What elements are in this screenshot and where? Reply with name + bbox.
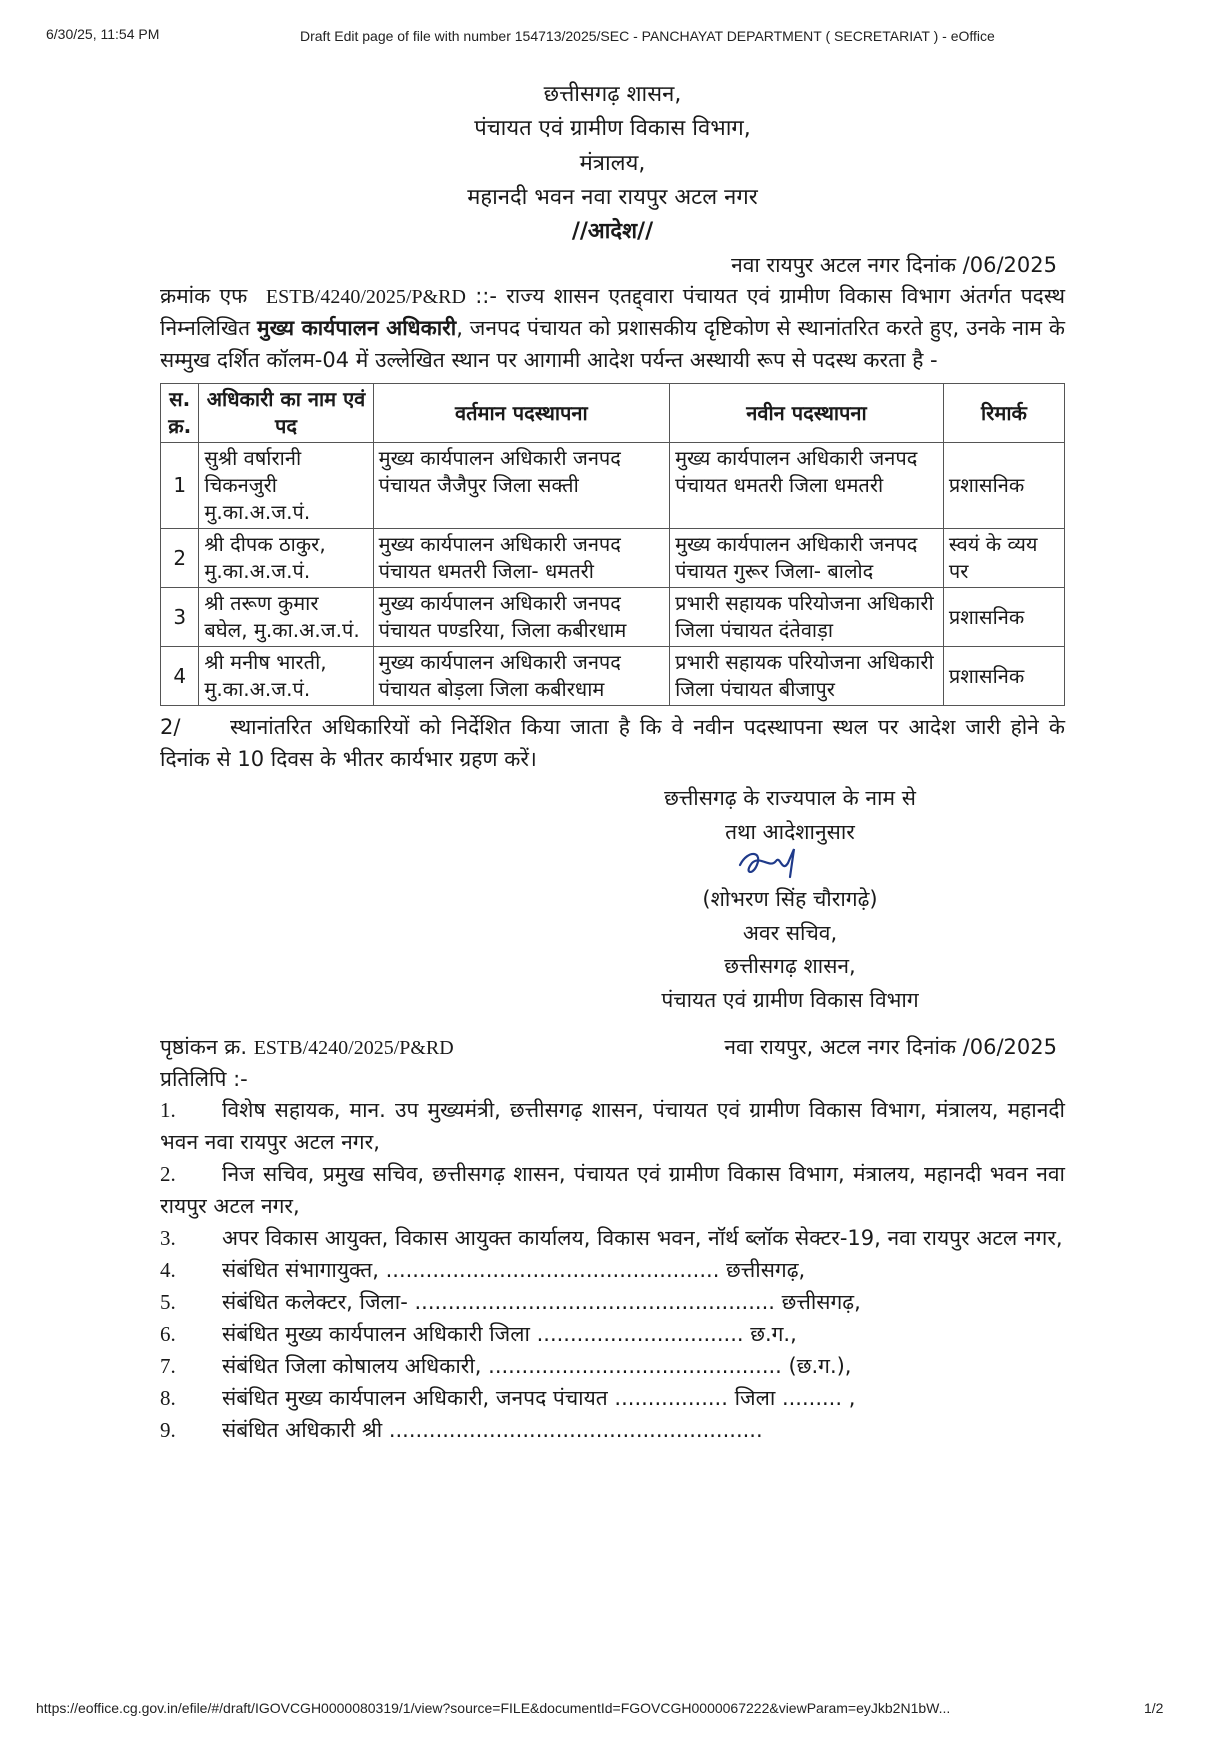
order-body <box>160 281 1065 377</box>
order-text-2: , जनपद पंचायत को प्रशासकीय दृष्टिकोण से स्थानांतरित करते हुए, उनके नाम के सम्मुख दर्शित कॉलम-04 में उल्लेखित स्थान पर आगामी आदेश पर्यन्त अस्थायी रूप से पदस्थ करता है - <box>160 316 1066 373</box>
copy-text: संबंधित संभागायुक्त, .................................................. छत्तीसगढ़, <box>222 1258 806 1282</box>
header-new-posting: नवीन पदस्थापना <box>670 384 944 443</box>
copy-text: विशेष सहायक, मान. उप मुख्यमंत्री, छत्तीसगढ़ शासन, पंचायत एवं ग्रामीण विकास विभाग, मंत्रालय, महानदी भवन नवा रायपुर अटल नगर, <box>160 1098 1065 1155</box>
authority-line-2: तथा आदेशानुसार <box>725 819 855 844</box>
table-row <box>161 443 1065 529</box>
list-item <box>160 1319 1065 1351</box>
copy-number: 6. <box>160 1321 176 1346</box>
row-name: श्री दीपक ठाकुर, मु.का.अ.ज.पं. <box>199 529 373 588</box>
copy-number: 3. <box>160 1226 176 1251</box>
row-current-posting: मुख्य कार्यपालन अधिकारी जनपद पंचायत पण्डरिया, जिला कबीरधाम <box>373 588 669 647</box>
row-remark: प्रशासनिक <box>943 588 1064 647</box>
browser-print-footer <box>0 1700 1225 1722</box>
copy-text: संबंधित जिला कोषालय अधिकारी, ............................................ (छ.ग.), <box>222 1353 852 1378</box>
row-remark: प्रशासनिक <box>943 647 1064 706</box>
row-remark: प्रशासनिक <box>943 443 1064 529</box>
table-row <box>161 588 1065 647</box>
row-sn: 4 <box>161 647 199 706</box>
copy-number: 1. <box>160 1098 176 1123</box>
order-title: //आदेश// <box>571 219 654 245</box>
table-row <box>161 529 1065 588</box>
list-item <box>160 1383 1065 1415</box>
row-new-posting: प्रभारी सहायक परियोजना अधिकारी जिला पंचायत बीजापुर <box>670 647 944 706</box>
row-sn: 1 <box>161 443 199 529</box>
copy-text: संबंधित अधिकारी श्री ........................................................ <box>222 1417 763 1442</box>
signatory-org-1: छत्तीसगढ़ शासन, <box>724 954 856 979</box>
list-item <box>160 1223 1065 1255</box>
letterhead-line-1: छत्तीसगढ़ शासन, <box>543 82 682 107</box>
row-sn: 3 <box>161 588 199 647</box>
letterhead-line-4: महानदी भवन नवा रायपुर अटल नगर <box>467 184 758 210</box>
row-current-posting: मुख्य कार्यपालन अधिकारी जनपद पंचायत धमतरी जिला- धमतरी <box>373 529 669 588</box>
list-item <box>160 1095 1065 1159</box>
print-datetime: 6/30/25, 11:54 PM <box>46 26 160 42</box>
copy-number: 2. <box>160 1162 176 1187</box>
table-header-row <box>161 384 1065 443</box>
endorsement-prefix: पृष्ठांकन क्र. <box>160 1034 247 1059</box>
list-item <box>160 1287 1065 1319</box>
letterhead <box>160 78 1065 250</box>
order-ref: ESTB/4240/2025/P&RD <box>265 286 466 309</box>
order-prefix: क्रमांक एफ <box>160 284 248 309</box>
row-name: सुश्री वर्षारानी चिकनजुरी मु.का.अ.ज.पं. <box>199 443 373 529</box>
order-text-bold: मुख्य कार्यपालन अधिकारी <box>257 316 457 341</box>
row-name: श्री मनीष भारती, मु.का.अ.ज.पं. <box>199 647 373 706</box>
row-sn: 2 <box>161 529 199 588</box>
copy-text: संबंधित मुख्य कार्यपालन अधिकारी जिला ............................... छ.ग., <box>222 1321 797 1346</box>
header-sn: स. क्र. <box>161 384 199 443</box>
print-page-number: 1/2 <box>1144 1700 1164 1716</box>
copy-number: 7. <box>160 1353 176 1378</box>
document-page <box>160 78 1065 1446</box>
transfer-table <box>160 383 1065 706</box>
row-current-posting: मुख्य कार्यपालन अधिकारी जनपद पंचायत बोड़ला जिला कबीरधाम <box>373 647 669 706</box>
print-url: https://eoffice.cg.gov.in/efile/#/draft/IGOVCGH0000080319/1/view?source=FILE&documentId=FGOVCGH0000067222&viewParam=eyJkb2N1bW... <box>36 1700 951 1716</box>
table-row <box>161 647 1065 706</box>
row-remark: स्वयं के व्यय पर <box>943 529 1064 588</box>
authority-line-1: छत्तीसगढ़ के राज्यपाल के नाम से <box>664 786 916 810</box>
signatory-name: (शोभरण सिंह चौरागढ़े) <box>702 887 878 912</box>
copy-text: निज सचिव, प्रमुख सचिव, छत्तीसगढ़ शासन, पंचायत एवं ग्रामीण विकास विभाग, मंत्रालय, महानदी भवन नवा रायपुर अटल नगर, <box>160 1162 1065 1219</box>
header-remark: रिमार्क <box>943 384 1064 443</box>
handwritten-signature-icon <box>730 843 820 887</box>
copy-number: 9. <box>160 1417 176 1442</box>
letterhead-line-3: मंत्रालय, <box>579 150 646 176</box>
list-item <box>160 1255 1065 1287</box>
copy-list <box>160 1095 1065 1446</box>
endorsement-ref <box>160 1032 454 1064</box>
copy-number: 5. <box>160 1289 176 1314</box>
copy-number: 8. <box>160 1385 176 1410</box>
row-new-posting: मुख्य कार्यपालन अधिकारी जनपद पंचायत धमतरी जिला धमतरी <box>670 443 944 529</box>
endorsement-ref-number: ESTB/4240/2025/P&RD <box>253 1036 454 1059</box>
signature-mark <box>620 849 960 883</box>
list-item <box>160 1159 1065 1223</box>
row-name: श्री तरूण कुमार बघेल, मु.का.अ.ज.पं. <box>199 588 373 647</box>
endorsement-date: नवा रायपुर, अटल नगर दिनांक /06/2025 <box>724 1034 1057 1059</box>
list-item <box>160 1415 1065 1447</box>
order-text-1: ::- राज्य शासन एतद्द्वारा पंचायत एवं ग्रामीण विकास विभाग अंतर्गत पदस्थ निम्नलिखित <box>160 284 1066 341</box>
row-current-posting: मुख्य कार्यपालन अधिकारी जनपद पंचायत जैजैपुर जिला सक्ती <box>373 443 669 529</box>
endorsement-line <box>160 1032 1065 1064</box>
signature-block <box>620 782 960 1018</box>
copy-number: 4. <box>160 1258 176 1282</box>
copy-text: संबंधित मुख्य कार्यपालन अधिकारी, जनपद पंचायत ................. जिला ......... , <box>222 1385 856 1410</box>
copy-text: अपर विकास आयुक्त, विकास आयुक्त कार्यालय, विकास भवन, नॉर्थ ब्लॉक सेक्टर-19, नवा रायपुर अटल नगर, <box>222 1226 1063 1251</box>
browser-print-header <box>0 24 1225 46</box>
copy-text: संबंधित कलेक्टर, जिला- ...................................................... छत्तीसगढ़, <box>222 1289 861 1314</box>
para-number: 2/ <box>160 715 181 740</box>
print-page-title: Draft Edit page of file with number 154713/2025/SEC - PANCHAYAT DEPARTMENT ( SECRETARIAT ) - eOffice <box>300 28 995 44</box>
instruction-paragraph <box>160 712 1065 776</box>
signatory-org-2: पंचायत एवं ग्रामीण विकास विभाग <box>661 987 919 1012</box>
para-text: स्थानांतरित अधिकारियों को निर्देशित किया जाता है कि वे नवीन पदस्थापना स्थल पर आदेश जारी होने के दिनांक से 10 दिवस के भीतर कार्यभार ग्रहण करें। <box>160 715 1065 772</box>
row-new-posting: प्रभारी सहायक परियोजना अधिकारी जिला पंचायत दंतेवाड़ा <box>670 588 944 647</box>
letterhead-line-2: पंचायत एवं ग्रामीण विकास विभाग, <box>474 116 751 142</box>
row-new-posting: मुख्य कार्यपालन अधिकारी जनपद पंचायत गुरूर जिला- बालोद <box>670 529 944 588</box>
order-dateline: नवा रायपुर अटल नगर दिनांक /06/2025 <box>731 252 1057 277</box>
header-current-posting: वर्तमान पदस्थापना <box>373 384 669 443</box>
copy-heading: प्रतिलिपि :- <box>160 1066 248 1091</box>
list-item <box>160 1351 1065 1383</box>
header-name: अधिकारी का नाम एवं पद <box>199 384 373 443</box>
signatory-designation: अवर सचिव, <box>742 920 838 945</box>
